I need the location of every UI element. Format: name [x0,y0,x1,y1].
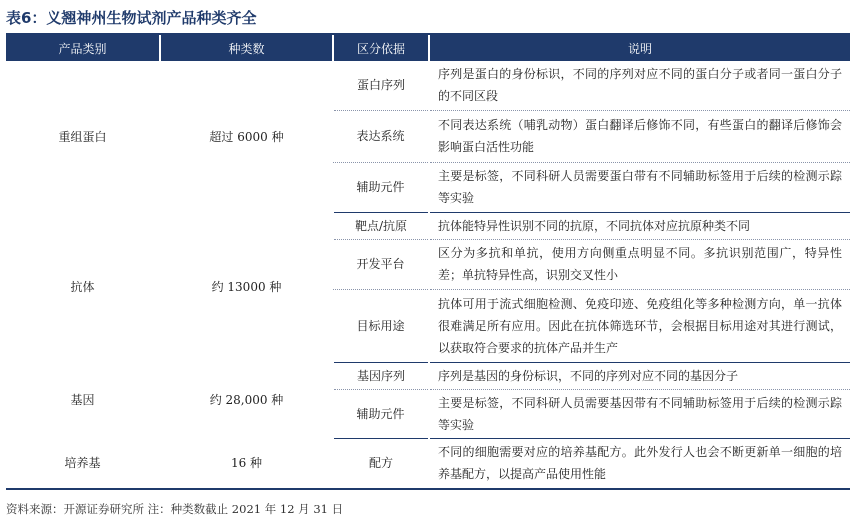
product-table [6,35,850,490]
description-cell: 不同的细胞需要对应的培养基配方。此外发行人也会不断更新单一细胞的培养基配方，以提高产品使用性能 [429,438,850,489]
source-note: 资料来源：开源证券研究所 注：种类数截止 2021 年 12 月 31 日 [6,502,344,516]
count-cell: 约 28,000 种 [160,362,333,438]
category-cell: 抗体 [70,280,95,294]
description-cell: 区分为多抗和单抗，使用方向侧重点明显不同。多抗识别范围广，特异性差；单抗特异性高，识别交叉性小 [429,239,850,289]
basis-cell: 开发平台 [333,239,429,289]
header-basis: 区分依据 [333,35,429,61]
description-cell: 主要是标签，不同科研人员需要蛋白带有不同辅助标签用于后续的检测示踪等实验 [429,162,850,212]
header-description: 说明 [429,35,850,61]
table-row [6,438,850,489]
description-cell: 抗体可用于流式细胞检测、免疫印迹、免疫组化等多种检测方向，单一抗体很难满足所有应用。因此在抗体筛选环节，会根据目标用途对其进行测试，以获取符合要求的抗体产品并生产 [429,289,850,362]
count-cell: 约 13000 种 [160,212,333,362]
table-title: 表6：义翘神州生物试剂产品种类齐全 [6,9,257,27]
category-cell: 重组蛋白 [58,129,107,144]
basis-cell: 配方 [333,438,429,489]
category-cell: 培养基 [6,438,160,489]
description-cell: 主要是标签，不同科研人员需要基因带有不同辅助标签用于后续的检测示踪等实验 [429,389,850,438]
basis-cell: 辅助元件 [333,389,429,438]
table-row [6,362,850,389]
basis-cell: 蛋白序列 [333,61,429,110]
description-cell: 不同表达系统（哺乳动物）蛋白翻译后修饰不同，有些蛋白的翻译后修饰会影响蛋白活性功能 [429,110,850,162]
header-row [6,35,850,61]
description-cell: 序列是蛋白的身份标识，不同的序列对应不同的蛋白分子或者同一蛋白分子的不同区段 [429,61,850,110]
count-cell: 超过 6000 种 [160,61,333,212]
header-category: 产品类别 [6,35,160,61]
table-row [6,212,850,239]
basis-cell: 辅助元件 [333,162,429,212]
basis-cell: 靶点/抗原 [333,212,429,239]
basis-cell: 目标用途 [333,289,429,362]
basis-cell: 基因序列 [333,362,429,389]
description-cell: 抗体能特异性识别不同的抗原，不同抗体对应抗原种类不同 [429,212,850,239]
basis-cell: 表达系统 [333,110,429,162]
table-row [6,61,850,110]
count-cell: 16 种 [160,438,333,489]
description-cell: 序列是基因的身份标识，不同的序列对应不同的基因分子 [429,362,850,389]
category-cell: 基因 [70,393,95,407]
header-count: 种类数 [160,35,333,61]
